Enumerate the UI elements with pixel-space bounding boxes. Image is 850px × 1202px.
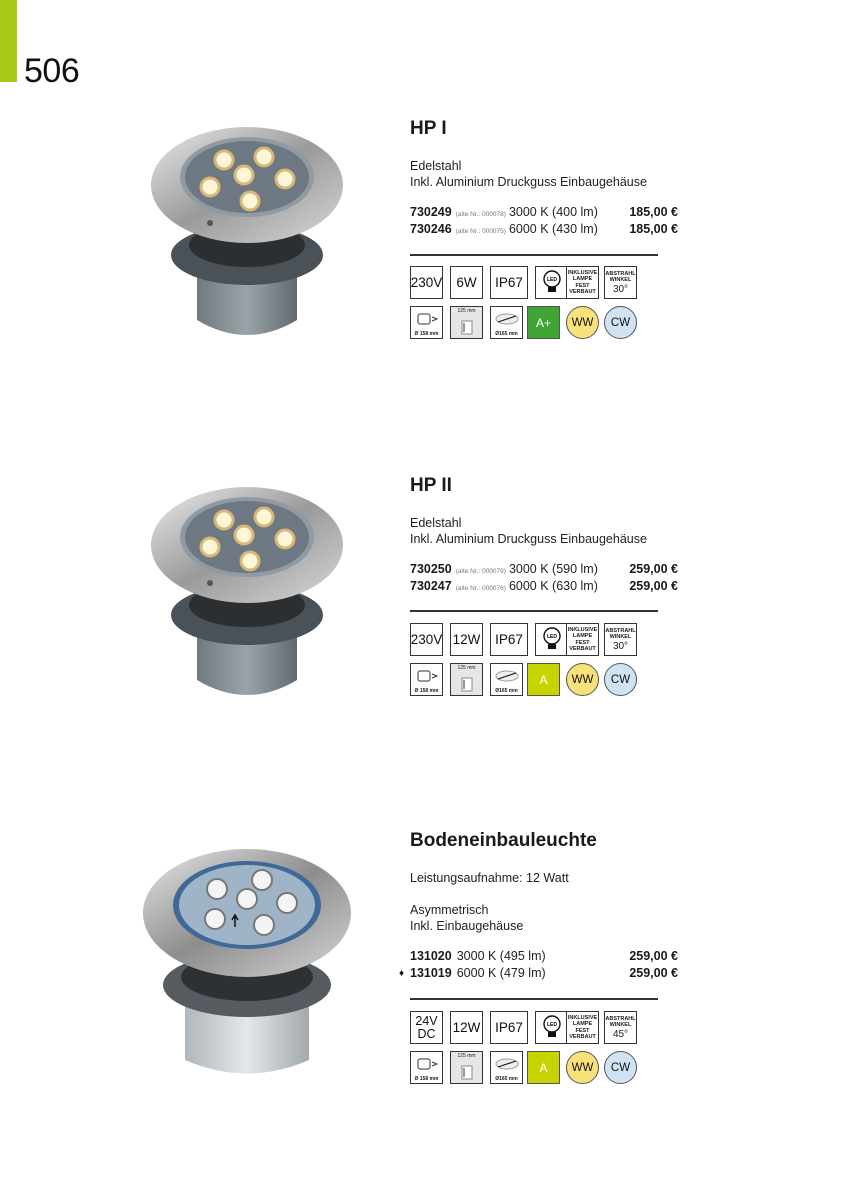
product-info — [410, 118, 678, 238]
product-title: HP I — [410, 118, 447, 139]
divider — [410, 998, 658, 1000]
article-row: ♦ 131019 6000 K (479 lm) 259,00 € — [399, 966, 678, 980]
price: 259,00 € — [629, 966, 678, 980]
product-title: Bodeneinbauleuchte — [410, 830, 597, 851]
price: 259,00 € — [629, 562, 678, 576]
diameter-icon: Ø165 mm — [490, 663, 523, 696]
article-list — [410, 561, 678, 595]
led-bulb-icon — [535, 1011, 568, 1044]
lamp-included-badge: INKLUSIVE LAMPE FEST VERBAUT — [566, 266, 599, 299]
product-description: Edelstahl Inkl. Aluminium Druckguss Einbaugehäuse — [410, 516, 647, 546]
article-row: 131020 3000 K (495 lm) 259,00 € — [410, 949, 678, 963]
beam-angle-badge: ABSTRAHL WINKEL 45° — [604, 1011, 637, 1044]
power-badge: 12W — [450, 623, 483, 656]
ip-badge: IP67 — [490, 623, 528, 656]
page-number: 506 — [24, 52, 80, 90]
energy-class-badge: A — [527, 1051, 560, 1084]
depth-icon: 125 mm — [450, 306, 483, 339]
ip-badge: IP67 — [490, 1011, 528, 1044]
article-list — [399, 948, 678, 982]
cutout-icon: Ø 158 mm — [410, 306, 443, 339]
article-row: 730247 (alte Nr.: 000076) 6000 K (630 lm) 259,00 € — [410, 579, 678, 593]
energy-class-badge: A — [527, 663, 560, 696]
voltage-badge: 24V DC — [410, 1011, 443, 1044]
product-photo — [137, 465, 357, 705]
svg-text:LED: LED — [546, 1021, 557, 1028]
led-bulb-icon — [535, 266, 568, 299]
cutout-icon: Ø 158 mm — [410, 663, 443, 696]
cold-white-badge: CW — [604, 663, 637, 696]
product-description: Leistungsaufnahme: 12 Watt Asymmetrisch Inkl. Einbaugehäuse — [410, 871, 569, 933]
price: 259,00 € — [629, 579, 678, 593]
product-description: Edelstahl Inkl. Aluminium Druckguss Einbaugehäuse — [410, 159, 647, 189]
led-bulb-icon — [535, 623, 568, 656]
new-item-marker: ♦ — [399, 968, 405, 979]
product-info — [410, 475, 678, 595]
power-badge: 12W — [450, 1011, 483, 1044]
divider — [410, 610, 658, 612]
price: 185,00 € — [629, 222, 678, 236]
article-row: 730249 (alte Nr.: 000078) 3000 K (400 lm) 185,00 € — [410, 205, 678, 219]
article-row: 730246 (alte Nr.: 000075) 6000 K (430 lm) 185,00 € — [410, 222, 678, 236]
lamp-included-badge: INKLUSIVE LAMPE FEST VERBAUT — [566, 1011, 599, 1044]
product-photo — [137, 105, 357, 345]
voltage-badge: 230V — [410, 623, 443, 656]
diameter-icon: Ø165 mm — [490, 306, 523, 339]
voltage-badge: 230V — [410, 266, 443, 299]
article-row: 730250 (alte Nr.: 000079) 3000 K (590 lm) 259,00 € — [410, 562, 678, 576]
energy-class-badge: A+ — [527, 306, 560, 339]
warm-white-badge: WW — [566, 663, 599, 696]
depth-icon: 125 mm — [450, 1051, 483, 1084]
svg-text:LED: LED — [546, 276, 557, 283]
warm-white-badge: WW — [566, 1051, 599, 1084]
page-tab — [0, 0, 17, 82]
divider — [410, 254, 658, 256]
price: 185,00 € — [629, 205, 678, 219]
article-list — [410, 204, 678, 238]
cutout-icon: Ø 158 mm — [410, 1051, 443, 1084]
cold-white-badge: CW — [604, 306, 637, 339]
product-photo — [137, 825, 357, 1080]
depth-icon: 125 mm — [450, 663, 483, 696]
cold-white-badge: CW — [604, 1051, 637, 1084]
beam-angle-badge: ABSTRAHL WINKEL 30° — [604, 623, 637, 656]
ip-badge: IP67 — [490, 266, 528, 299]
product-title: HP II — [410, 475, 452, 496]
beam-angle-badge: ABSTRAHL WINKEL 30° — [604, 266, 637, 299]
svg-text:LED: LED — [546, 633, 557, 640]
price: 259,00 € — [629, 949, 678, 963]
power-badge: 6W — [450, 266, 483, 299]
warm-white-badge: WW — [566, 306, 599, 339]
lamp-included-badge: INKLUSIVE LAMPE FEST VERBAUT — [566, 623, 599, 656]
diameter-icon: Ø165 mm — [490, 1051, 523, 1084]
product-info — [399, 830, 678, 982]
